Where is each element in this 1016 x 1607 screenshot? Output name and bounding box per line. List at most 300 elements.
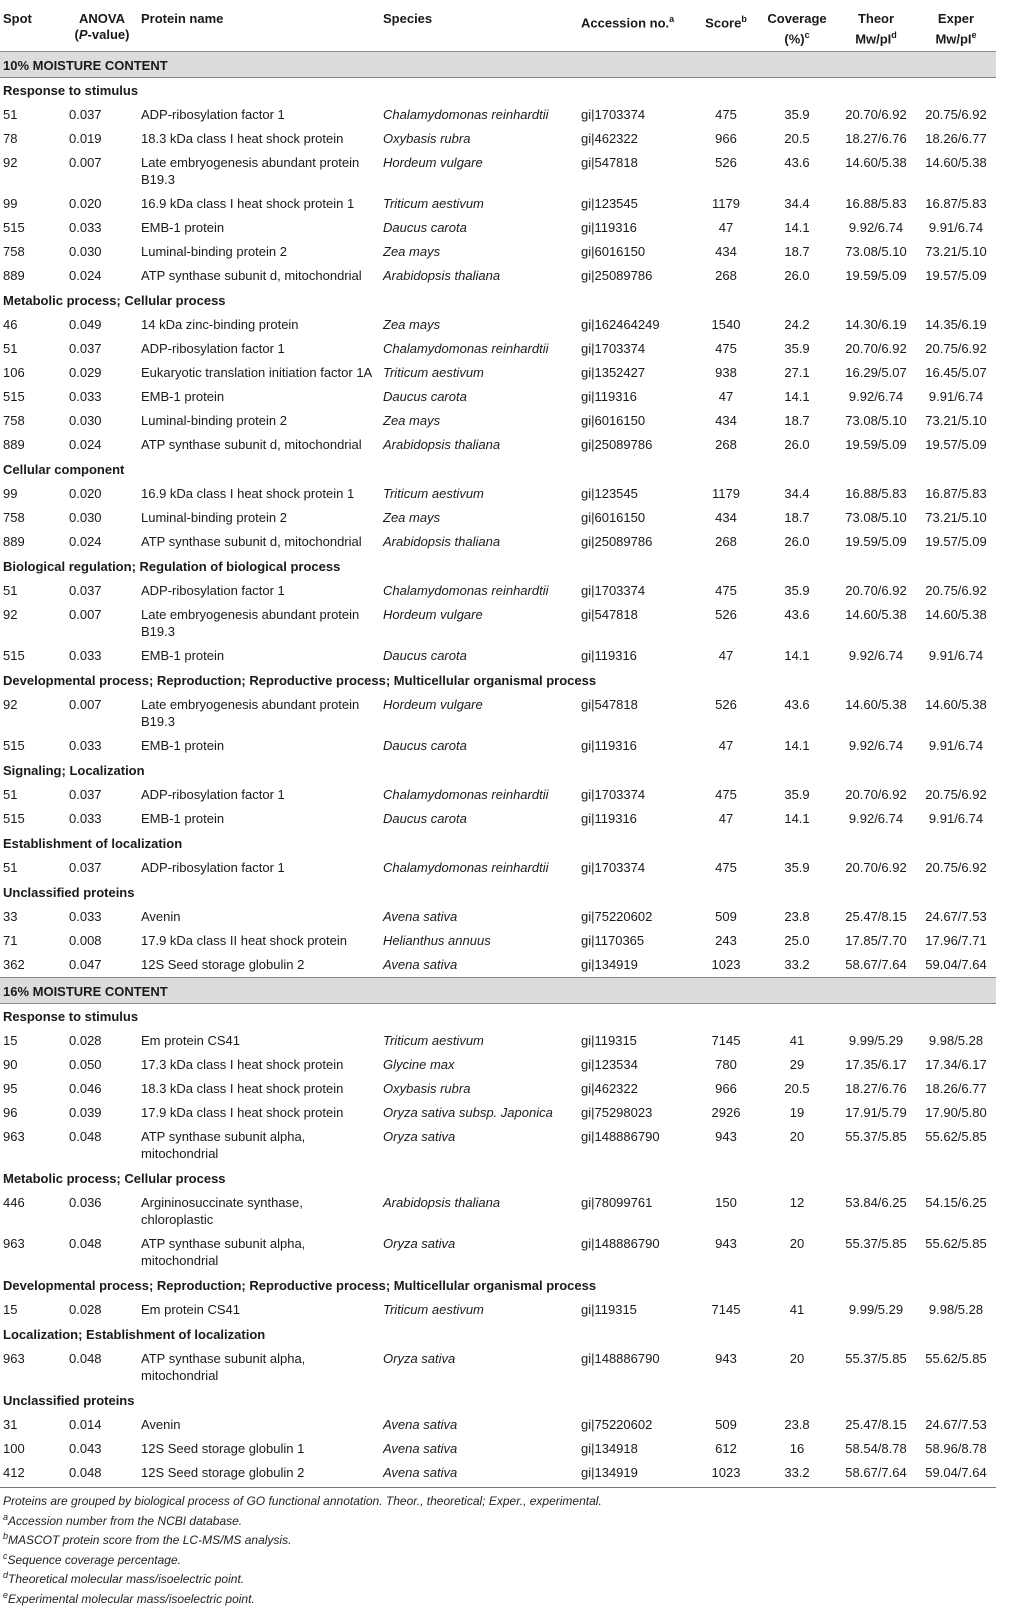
cell-protein-name: 17.9 kDa class I heat shock protein (141, 1105, 344, 1121)
cell-accession: gi|547818 (581, 155, 638, 171)
category-label: Response to stimulus (3, 83, 139, 99)
header-species: Species (383, 11, 433, 26)
cell-anova: 0.008 (69, 933, 102, 949)
cell-exper: 20.75/6.92 (925, 107, 987, 123)
cell-species: Hordeum vulgare (383, 155, 483, 171)
cell-anova: 0.037 (69, 860, 102, 876)
footnote (3, 1588, 993, 1607)
cell-species: Arabidopsis thaliana (383, 1195, 501, 1211)
cell-species: Glycine max (383, 1057, 455, 1073)
cell-score: 509 (715, 1417, 737, 1433)
cell-accession: gi|1703374 (581, 341, 646, 357)
cell-species: Oryza sativa (383, 1351, 456, 1367)
cell-coverage: 43.6 (784, 697, 810, 713)
table-row (0, 264, 996, 288)
cell-coverage: 34.4 (784, 486, 810, 502)
table-row (0, 216, 996, 240)
cell-coverage: 35.9 (784, 341, 810, 357)
table-row (0, 192, 996, 216)
cell-spot: 446 (3, 1195, 25, 1211)
cell-theor: 55.37/5.85 (845, 1236, 907, 1252)
cell-score: 526 (715, 155, 737, 171)
cell-theor: 18.27/6.76 (845, 131, 907, 147)
cell-spot: 515 (3, 220, 25, 236)
cell-theor: 20.70/6.92 (845, 860, 907, 876)
cell-coverage: 27.1 (784, 365, 810, 381)
cell-theor: 20.70/6.92 (845, 583, 907, 599)
category-label: Unclassified proteins (3, 1393, 135, 1409)
table-row (0, 530, 996, 554)
cell-exper: 17.96/7.71 (925, 933, 987, 949)
cell-coverage: 35.9 (784, 583, 810, 599)
cell-anova: 0.014 (69, 1417, 102, 1433)
table-row (0, 385, 996, 409)
cell-score: 47 (718, 220, 734, 236)
cell-spot: 963 (3, 1129, 25, 1145)
category-label: Unclassified proteins (3, 885, 135, 901)
table-row (0, 433, 996, 457)
cell-theor: 9.92/6.74 (848, 738, 904, 754)
cell-protein-name: ATP synthase subunit alpha, mitochondrial (141, 1129, 306, 1162)
table-row (0, 644, 996, 668)
footnote-text: MASCOT protein score from the LC-MS/MS analysis. (8, 1533, 292, 1548)
cell-coverage: 26.0 (784, 268, 810, 284)
cell-accession: gi|6016150 (581, 413, 646, 429)
cell-protein-name: EMB-1 protein (141, 389, 225, 405)
cell-exper: 19.57/5.09 (925, 268, 987, 284)
cell-score: 434 (715, 244, 737, 260)
cell-anova: 0.046 (69, 1081, 102, 1097)
cell-exper: 55.62/5.85 (925, 1236, 987, 1252)
footnote-marker: d (3, 1570, 9, 1581)
cell-accession: gi|119316 (581, 220, 637, 236)
cell-spot: 51 (3, 341, 18, 357)
cell-protein-name: Luminal-binding protein 2 (141, 510, 287, 526)
cell-protein-name: 12S Seed storage globulin 2 (138, 1461, 380, 1488)
cell-accession: gi|119315 (581, 1033, 637, 1049)
cell-anova: 0.048 (66, 1461, 138, 1488)
cell-species: Chalamydomonas reinhardtii (383, 583, 549, 599)
cell-accession: gi|75298023 (581, 1105, 653, 1121)
footnote (3, 1529, 993, 1549)
cell-score: 475 (715, 107, 737, 123)
header-spot: Spot (3, 11, 32, 26)
cell-score: 47 (718, 738, 734, 754)
cell-species: Arabidopsis thaliana (383, 268, 501, 284)
cell-exper: 19.57/5.09 (925, 437, 987, 453)
cell-coverage: 20.5 (784, 131, 810, 147)
cell-theor: 16.29/5.07 (845, 365, 907, 381)
cell-species: Zea mays (383, 244, 441, 260)
cell-accession: gi|123545 (581, 196, 638, 212)
cell-spot: 758 (3, 244, 25, 260)
cell-spot: 515 (3, 738, 25, 754)
cell-protein-name: Luminal-binding protein 2 (141, 244, 287, 260)
cell-anova: 0.037 (69, 787, 102, 803)
cell-score: 268 (715, 534, 737, 550)
cell-protein-name: EMB-1 protein (141, 220, 225, 236)
cell-protein-name: 16.9 kDa class I heat shock protein 1 (141, 196, 355, 212)
cell-exper: 14.35/6.19 (925, 317, 987, 333)
cell-protein-name: Em protein CS41 (141, 1033, 240, 1049)
category-label: Developmental process; Reproduction; Reproductive process; Multicellular organismal process (3, 673, 597, 689)
table-row (0, 734, 996, 758)
cell-anova: 0.033 (69, 811, 102, 827)
cell-coverage: 43.6 (784, 607, 810, 623)
cell-coverage: 23.8 (784, 909, 810, 925)
cell-theor: 58.54/8.78 (845, 1441, 907, 1457)
cell-accession: gi|547818 (581, 607, 638, 623)
cell-score: 526 (715, 697, 737, 713)
cell-species: Avena sativa (380, 1461, 578, 1488)
cell-coverage: 24.2 (784, 317, 810, 333)
cell-coverage: 35.9 (784, 860, 810, 876)
cell-protein-name: Late embryogenesis abundant protein B19.3 (141, 607, 360, 640)
cell-theor: 18.27/6.76 (845, 1081, 907, 1097)
cell-protein-name: 17.9 kDa class II heat shock protein (141, 933, 347, 949)
cell-protein-name: ADP-ribosylation factor 1 (141, 583, 285, 599)
cell-accession: gi|134919 (581, 957, 638, 973)
footnote (3, 1549, 993, 1569)
cell-spot: 51 (3, 107, 18, 123)
cell-anova: 0.033 (69, 909, 102, 925)
cell-species: Daucus carota (383, 389, 467, 405)
cell-anova: 0.007 (69, 697, 102, 713)
cell-spot: 515 (3, 648, 25, 664)
cell-accession: gi|462322 (581, 1081, 638, 1097)
footnote (3, 1510, 993, 1530)
cell-theor: 55.37/5.85 (845, 1129, 907, 1145)
cell-accession: gi|148886790 (581, 1351, 660, 1367)
cell-protein-name: 18.3 kDa class I heat shock protein (141, 131, 344, 147)
cell-theor: 58.67/7.64 (845, 957, 907, 973)
cell-anova: 0.033 (69, 389, 102, 405)
cell-spot: 889 (3, 437, 25, 453)
section-header (0, 52, 996, 78)
cell-coverage: 14.1 (784, 220, 810, 236)
cell-protein-name: Late embryogenesis abundant protein B19.3 (141, 155, 360, 188)
cell-accession: gi|119316 (581, 811, 637, 827)
cell-score: 150 (715, 1195, 737, 1211)
table-row (0, 579, 996, 603)
cell-score: 475 (715, 583, 737, 599)
footnote-text: Experimental molecular mass/isoelectric point. (8, 1591, 255, 1606)
cell-protein-name: 18.3 kDa class I heat shock protein (141, 1081, 344, 1097)
cell-coverage: 33.2 (758, 1461, 836, 1488)
cell-theor: 55.37/5.85 (845, 1351, 907, 1367)
category-label: Establishment of localization (3, 836, 183, 852)
cell-score: 475 (715, 787, 737, 803)
cell-species: Oryza sativa (383, 1129, 456, 1145)
cell-anova: 0.048 (69, 1351, 102, 1367)
cell-theor: 17.85/7.70 (845, 933, 907, 949)
cell-score: 943 (715, 1351, 737, 1367)
category-label: Developmental process; Reproduction; Reproductive process; Multicellular organismal process (3, 1278, 597, 1294)
cell-exper: 17.34/6.17 (925, 1057, 987, 1073)
cell-protein-name: Avenin (141, 1417, 181, 1433)
table-row (0, 361, 996, 385)
cell-anova: 0.037 (69, 583, 102, 599)
cell-spot: 96 (3, 1105, 18, 1121)
cell-theor: 9.99/5.29 (848, 1033, 904, 1049)
cell-theor: 58.67/7.64 (836, 1461, 916, 1488)
footnote-marker: a (3, 1511, 9, 1522)
cell-score: 943 (715, 1236, 737, 1252)
cell-anova: 0.039 (69, 1105, 102, 1121)
header-theor: Theor $Mw/pI^d$ (855, 11, 897, 47)
cell-species: Arabidopsis thaliana (383, 437, 501, 453)
cell-spot: 100 (3, 1441, 25, 1457)
cell-spot: 51 (3, 787, 18, 803)
cell-exper: 20.75/6.92 (925, 583, 987, 599)
cell-species: Daucus carota (383, 648, 467, 664)
cell-protein-name: Luminal-binding protein 2 (141, 413, 287, 429)
cell-theor: 9.92/6.74 (848, 648, 904, 664)
footnote-text: Sequence coverage percentage. (7, 1552, 181, 1567)
cell-exper: 14.60/5.38 (925, 155, 987, 171)
cell-spot: 99 (3, 486, 18, 502)
cell-anova: 0.037 (69, 107, 102, 123)
cell-accession: gi|134919 (578, 1461, 694, 1488)
cell-species: Chalamydomonas reinhardtii (383, 341, 549, 357)
category-label: Signaling; Localization (3, 763, 145, 779)
cell-score: 612 (715, 1441, 737, 1457)
cell-spot: 963 (3, 1236, 25, 1252)
cell-species: Daucus carota (383, 738, 467, 754)
cell-coverage: 18.7 (784, 244, 810, 260)
cell-species: Oryza sativa (383, 1236, 456, 1252)
section-title: 16% MOISTURE CONTENT (0, 978, 996, 1004)
cell-accession: gi|462322 (581, 131, 638, 147)
cell-exper: 9.91/6.74 (928, 648, 984, 664)
cell-accession: gi|1703374 (581, 583, 646, 599)
cell-coverage: 41 (789, 1033, 805, 1049)
category-label: Cellular component (3, 462, 125, 478)
cell-theor: 14.60/5.38 (845, 155, 907, 171)
cell-spot: 889 (3, 534, 25, 550)
cell-exper: 16.45/5.07 (925, 365, 987, 381)
cell-theor: 25.47/8.15 (845, 909, 907, 925)
cell-protein-name: Argininosuccinate synthase, chloroplastic (141, 1195, 303, 1228)
cell-exper: 9.91/6.74 (928, 389, 984, 405)
cell-exper: 14.60/5.38 (925, 607, 987, 623)
cell-exper: 16.87/5.83 (925, 196, 987, 212)
cell-accession: gi|1703374 (581, 107, 646, 123)
cell-spot: 90 (3, 1057, 18, 1073)
cell-anova: 0.007 (69, 607, 102, 623)
cell-accession: gi|25089786 (581, 437, 653, 453)
cell-spot: 758 (3, 413, 25, 429)
cell-spot: 889 (3, 268, 25, 284)
cell-score: 268 (715, 437, 737, 453)
cell-anova: 0.047 (69, 957, 102, 973)
cell-theor: 19.59/5.09 (845, 534, 907, 550)
category-row (0, 1166, 996, 1191)
cell-score: 47 (718, 648, 734, 664)
cell-exper: 9.98/5.28 (928, 1033, 984, 1049)
category-label: Biological regulation; Regulation of biological process (3, 559, 341, 575)
category-row (0, 288, 996, 313)
table-row (0, 103, 996, 127)
cell-theor: 19.59/5.09 (845, 437, 907, 453)
cell-theor: 14.60/5.38 (845, 607, 907, 623)
cell-coverage: 14.1 (784, 738, 810, 754)
cell-species: Avena sativa (383, 957, 458, 973)
table-row (0, 953, 996, 978)
cell-coverage: 26.0 (784, 437, 810, 453)
table-row (0, 856, 996, 880)
cell-score: 1179 (712, 486, 740, 502)
cell-species: Hordeum vulgare (383, 697, 483, 713)
header-anova: ANOVA (P-value) (74, 11, 130, 42)
cell-accession: gi|162464249 (581, 317, 660, 333)
header-protein-name: Protein name (141, 11, 224, 26)
cell-coverage: 35.9 (784, 787, 810, 803)
cell-theor: 17.91/5.79 (845, 1105, 907, 1121)
cell-protein-name: EMB-1 protein (141, 738, 225, 754)
cell-species: Avena sativa (383, 909, 458, 925)
cell-species: Daucus carota (383, 220, 467, 236)
cell-score: 1023 (694, 1461, 758, 1488)
cell-coverage: 20 (789, 1129, 805, 1145)
cell-exper: 20.75/6.92 (925, 341, 987, 357)
table-row (0, 1029, 996, 1053)
cell-coverage: 33.2 (784, 957, 810, 973)
cell-score: 7145 (711, 1302, 741, 1318)
cell-coverage: 14.1 (784, 389, 810, 405)
cell-spot: 515 (3, 389, 25, 405)
cell-coverage: 12 (789, 1195, 805, 1211)
cell-coverage: 18.7 (784, 510, 810, 526)
cell-score: 526 (715, 607, 737, 623)
cell-spot: 95 (3, 1081, 18, 1097)
cell-score: 1023 (711, 957, 741, 973)
cell-anova: 0.037 (69, 341, 102, 357)
cell-spot: 99 (3, 196, 18, 212)
footnote (3, 1568, 993, 1588)
cell-anova: 0.024 (69, 268, 102, 284)
cell-exper: 73.21/5.10 (925, 244, 987, 260)
cell-exper: 54.15/6.25 (925, 1195, 987, 1211)
cell-exper: 18.26/6.77 (925, 1081, 987, 1097)
cell-protein-name: ADP-ribosylation factor 1 (141, 107, 285, 123)
cell-anova: 0.020 (69, 486, 102, 502)
cell-score: 966 (715, 1081, 737, 1097)
cell-anova: 0.020 (69, 196, 102, 212)
cell-theor: 73.08/5.10 (845, 510, 907, 526)
cell-species: Oxybasis rubra (383, 131, 471, 147)
cell-spot: 92 (3, 155, 18, 171)
category-row (0, 554, 996, 579)
cell-score: 780 (715, 1057, 737, 1073)
category-row (0, 880, 996, 905)
cell-protein-name: ADP-ribosylation factor 1 (141, 787, 285, 803)
cell-coverage: 20 (789, 1236, 805, 1252)
cell-theor: 25.47/8.15 (845, 1417, 907, 1433)
table-row (0, 905, 996, 929)
cell-protein-name: 16.9 kDa class I heat shock protein 1 (141, 486, 355, 502)
table-row (0, 693, 996, 734)
cell-species: Chalamydomonas reinhardtii (383, 107, 549, 123)
cell-theor: 16.88/5.83 (845, 486, 907, 502)
cell-exper: 73.21/5.10 (925, 413, 987, 429)
cell-spot: 71 (3, 933, 18, 949)
cell-exper: 9.91/6.74 (928, 811, 984, 827)
cell-coverage: 23.8 (784, 1417, 810, 1433)
cell-exper: 58.96/8.78 (925, 1441, 987, 1457)
footnote-text: Theoretical molecular mass/isoelectric point. (8, 1572, 245, 1587)
category-label: Localization; Establishment of localization (3, 1327, 266, 1343)
cell-exper: 24.67/7.53 (925, 909, 987, 925)
cell-protein-name: ATP synthase subunit d, mitochondrial (141, 534, 362, 550)
table-row (0, 1053, 996, 1077)
cell-protein-name: ATP synthase subunit d, mitochondrial (141, 437, 362, 453)
cell-exper: 73.21/5.10 (925, 510, 987, 526)
cell-anova: 0.050 (69, 1057, 102, 1073)
cell-anova: 0.033 (69, 220, 102, 236)
table-row (0, 1461, 996, 1488)
cell-species: Oxybasis rubra (383, 1081, 471, 1097)
section-header (0, 978, 996, 1004)
table-row (0, 1347, 996, 1388)
header-exper: Exper $Mw/pI^e$ (935, 11, 977, 47)
cell-theor: 14.30/6.19 (845, 317, 907, 333)
table-row (0, 603, 996, 644)
cell-anova: 0.030 (69, 510, 102, 526)
cell-exper: 55.62/5.85 (925, 1351, 987, 1367)
cell-anova: 0.049 (69, 317, 102, 333)
cell-spot: 106 (3, 365, 25, 381)
cell-exper: 24.67/7.53 (925, 1417, 987, 1433)
table-row (0, 337, 996, 361)
cell-theor: 14.60/5.38 (845, 697, 907, 713)
cell-accession: gi|119316 (581, 648, 637, 664)
cell-species: Triticum aestivum (383, 365, 484, 381)
cell-exper: 14.60/5.38 (925, 697, 987, 713)
cell-accession: gi|119316 (581, 738, 637, 754)
cell-theor: 73.08/5.10 (845, 413, 907, 429)
cell-anova: 0.019 (69, 131, 102, 147)
cell-score: 1179 (712, 196, 740, 212)
cell-accession: gi|75220602 (581, 1417, 653, 1433)
cell-protein-name: 17.3 kDa class I heat shock protein (141, 1057, 344, 1073)
cell-spot: 15 (3, 1302, 18, 1318)
cell-protein-name: Avenin (141, 909, 181, 925)
cell-theor: 17.35/6.17 (845, 1057, 907, 1073)
cell-theor: 73.08/5.10 (845, 244, 907, 260)
category-row (0, 78, 996, 104)
cell-species: Triticum aestivum (383, 1033, 484, 1049)
cell-protein-name: ATP synthase subunit alpha, mitochondrial (141, 1351, 306, 1384)
cell-protein-name: ADP-ribosylation factor 1 (141, 860, 285, 876)
table-row (0, 1191, 996, 1232)
cell-anova: 0.033 (69, 738, 102, 754)
cell-accession: gi|1703374 (581, 860, 646, 876)
table-row (0, 1077, 996, 1101)
table-row (0, 151, 996, 192)
cell-spot: 31 (3, 1417, 18, 1433)
cell-exper: 17.90/5.80 (925, 1105, 987, 1121)
table-row (0, 506, 996, 530)
cell-protein-name: ATP synthase subunit alpha, mitochondrial (141, 1236, 306, 1269)
cell-protein-name: Late embryogenesis abundant protein B19.3 (141, 697, 360, 730)
table-row (0, 409, 996, 433)
cell-coverage: 20.5 (784, 1081, 810, 1097)
header-score: Score$^b$ (705, 14, 747, 31)
cell-anova: 0.036 (69, 1195, 102, 1211)
cell-score: 943 (715, 1129, 737, 1145)
table-row (0, 1298, 996, 1322)
